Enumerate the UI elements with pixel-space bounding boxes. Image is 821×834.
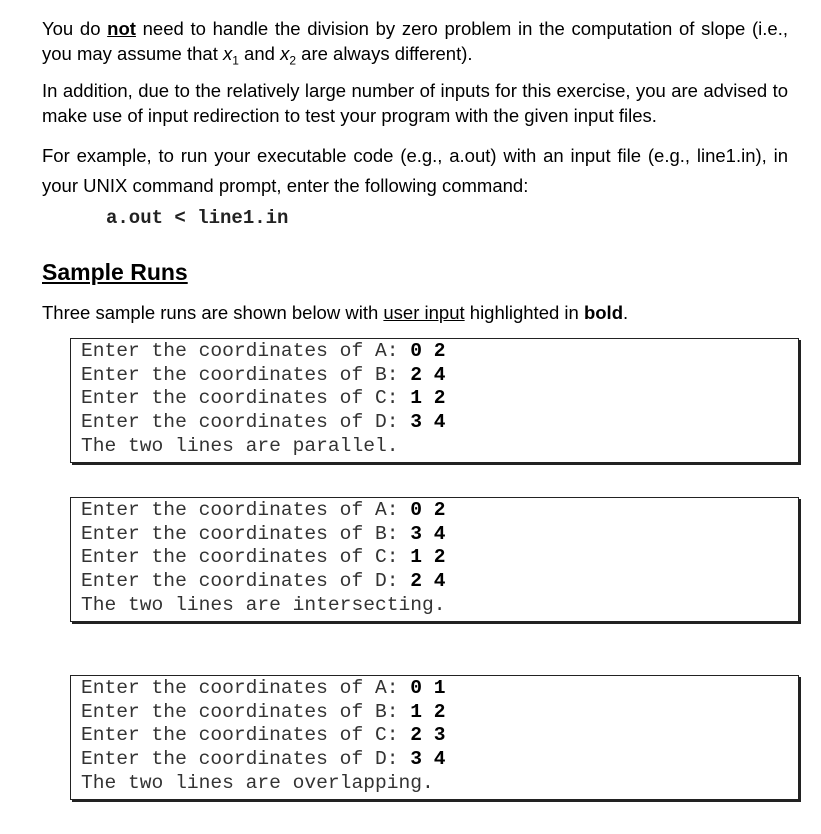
not-emphasis: not bbox=[107, 18, 136, 39]
user-input: 2 4 bbox=[410, 570, 446, 593]
sample-run-3 bbox=[70, 675, 799, 800]
run-result: The two lines are parallel. bbox=[81, 434, 399, 457]
user-input: 3 4 bbox=[410, 411, 446, 434]
sample-run-1 bbox=[70, 338, 799, 463]
prompt-text: Enter the coordinates of C: bbox=[81, 546, 411, 569]
run-line bbox=[81, 748, 798, 772]
run-line bbox=[81, 523, 798, 547]
prompt-text: Enter the coordinates of D: bbox=[81, 570, 411, 593]
x2-subscript: 2 bbox=[289, 53, 297, 68]
run-line bbox=[81, 340, 798, 364]
run-result: The two lines are overlapping. bbox=[81, 771, 434, 794]
run-line bbox=[81, 499, 798, 523]
prompt-text: Enter the coordinates of C: bbox=[81, 387, 411, 410]
paragraph-division-note bbox=[42, 16, 788, 74]
desc-text-b: highlighted in bbox=[464, 302, 584, 323]
user-input: 0 1 bbox=[410, 677, 446, 699]
prompt-text: Enter the coordinates of A: bbox=[81, 340, 411, 362]
prompt-text: Enter the coordinates of A: bbox=[81, 499, 411, 521]
prompt-text: Enter the coordinates of D: bbox=[81, 411, 411, 434]
sample-run-2 bbox=[70, 497, 799, 622]
user-input: 2 3 bbox=[410, 724, 446, 747]
user-input: 0 2 bbox=[410, 340, 446, 362]
prompt-text: Enter the coordinates of D: bbox=[81, 748, 411, 771]
run-line bbox=[81, 677, 798, 701]
user-input: 2 4 bbox=[410, 363, 446, 386]
sample-runs-description bbox=[42, 300, 788, 325]
x2-variable: x bbox=[280, 43, 290, 64]
user-input: 0 2 bbox=[410, 499, 446, 521]
paragraph-example: For example, to run your executable code (e.g., a.out) with an input file (e.g., line1.in), in your UNIX command prompt, enter the following command: bbox=[42, 145, 788, 196]
user-input-underline: user input bbox=[383, 302, 465, 323]
x1-variable: x bbox=[222, 43, 233, 64]
section-heading: Sample Runs bbox=[42, 259, 188, 285]
run-line bbox=[81, 546, 798, 570]
prompt-text: Enter the coordinates of B: bbox=[81, 522, 411, 545]
user-input: 3 4 bbox=[410, 748, 446, 771]
run-line bbox=[81, 724, 798, 748]
prompt-text: Enter the coordinates of C: bbox=[81, 724, 411, 747]
prompt-text: Enter the coordinates of B: bbox=[81, 363, 411, 386]
paragraph-input-redirection: In addition, due to the relatively large number of inputs for this exercise, you are advised to make use of input redirection to test your program with the given input files. bbox=[42, 80, 788, 126]
prompt-text: Enter the coordinates of B: bbox=[81, 700, 411, 723]
prompt-text: Enter the coordinates of A: bbox=[81, 677, 411, 699]
bold-word: bold bbox=[583, 302, 623, 323]
run-line bbox=[81, 364, 798, 388]
user-input: 1 2 bbox=[410, 387, 446, 410]
user-input: 1 2 bbox=[410, 546, 446, 569]
run-line bbox=[81, 701, 798, 725]
run-result: The two lines are intersecting. bbox=[81, 593, 446, 616]
desc-text-a: Three sample runs are shown below with bbox=[42, 302, 384, 323]
command-example: a.out < line1.in bbox=[106, 207, 289, 229]
p1-text-c: and bbox=[238, 43, 281, 64]
user-input: 1 2 bbox=[410, 700, 446, 723]
p1-text-b: need to handle the division by zero problem in the computation of slope (i.e., you may assume that bbox=[42, 18, 788, 64]
run-line bbox=[81, 570, 798, 594]
run-line bbox=[81, 411, 798, 435]
p1-text-d: are always different). bbox=[296, 43, 473, 64]
user-input: 3 4 bbox=[410, 522, 446, 545]
p1-text-a: You do bbox=[42, 18, 108, 39]
run-line bbox=[81, 387, 798, 411]
x1-subscript: 1 bbox=[232, 53, 239, 68]
desc-text-c: . bbox=[623, 302, 629, 323]
